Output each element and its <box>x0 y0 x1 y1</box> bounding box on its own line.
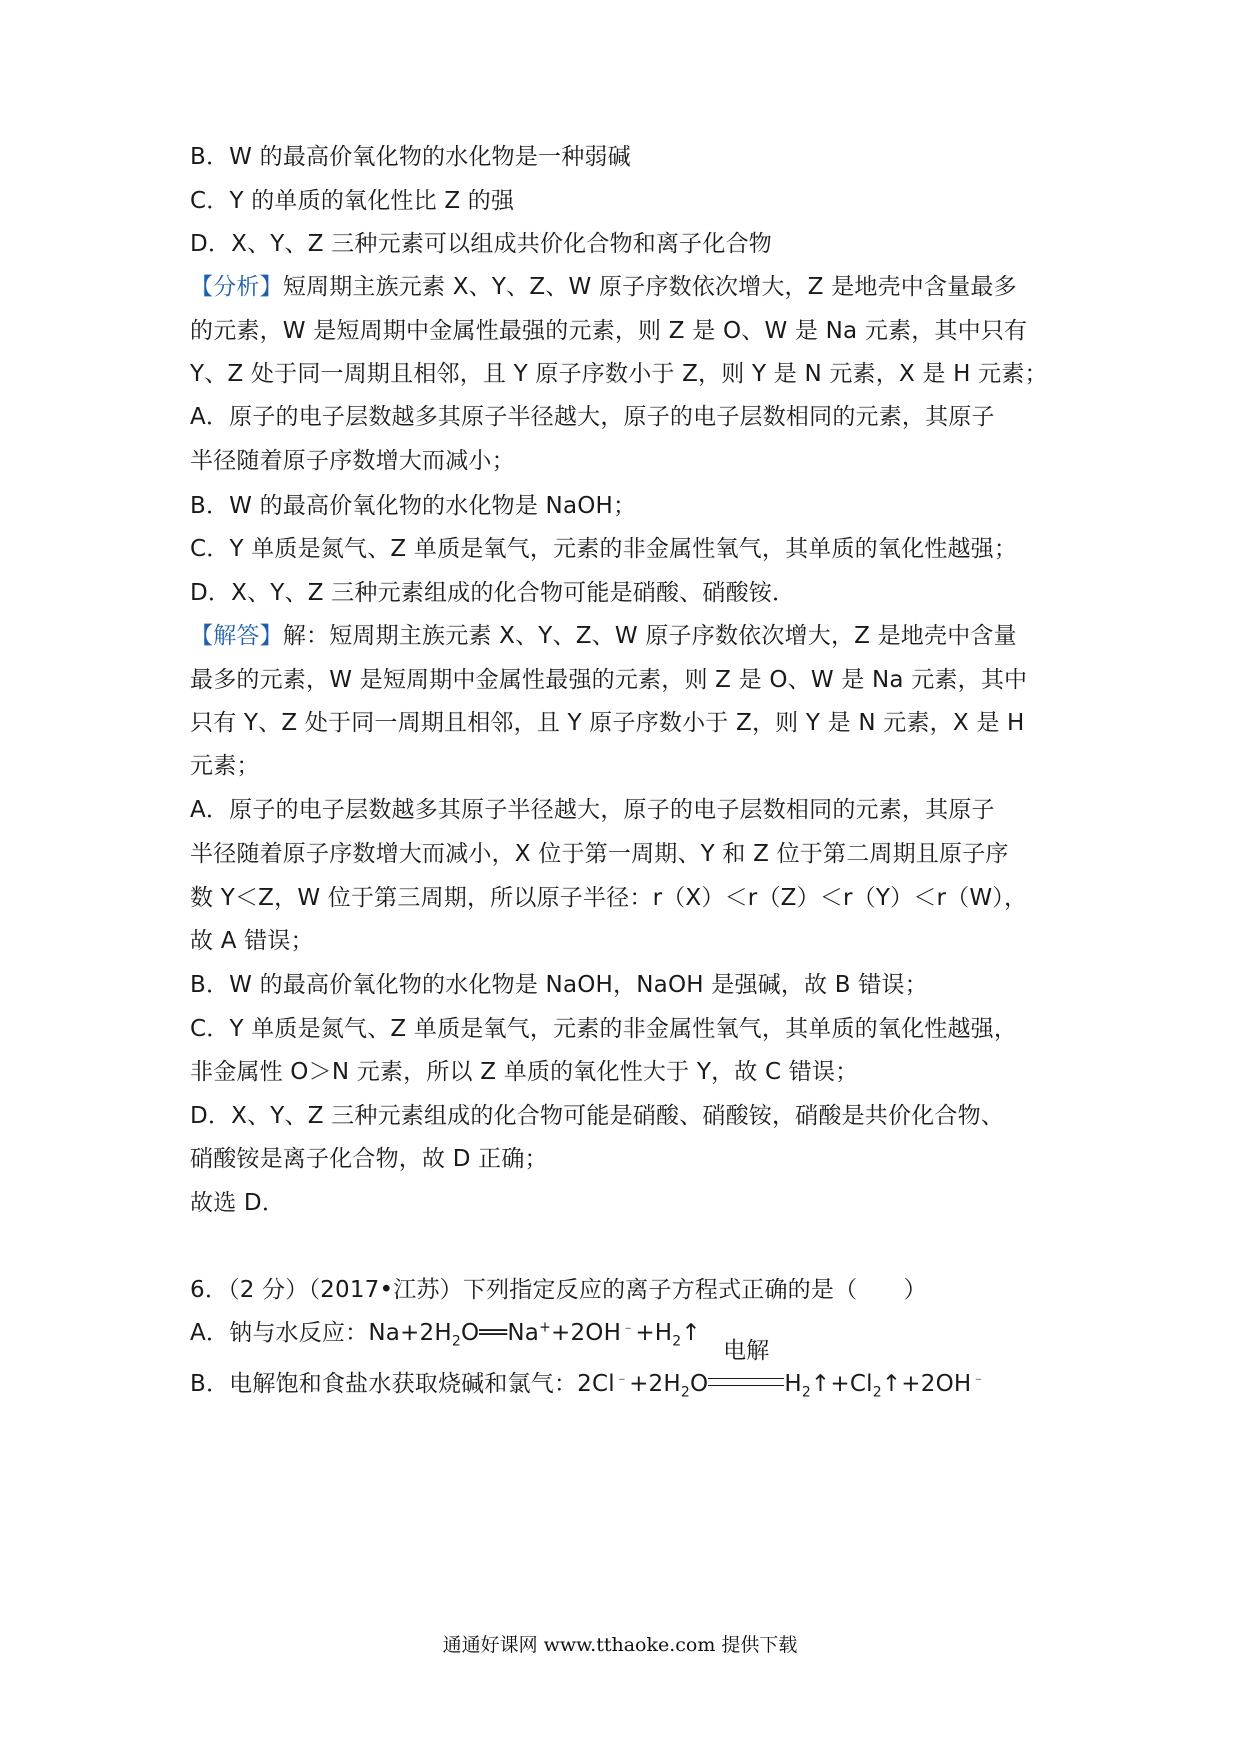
text: 数 Y＜Z，W 位于第三周期，所以原子半径：r（X）＜r（Z）＜r（Y）＜r（W）， <box>190 885 1028 911</box>
text: 只有 Y、Z 处于同一周期且相邻，且 Y 原子序数小于 Z，则 Y 是 N 元素，X 是 H <box>190 710 1025 736</box>
subscript: 2 <box>672 1333 682 1350</box>
analysis-line <box>190 272 1070 302</box>
text: D．X、Y、Z 三种元素组成的化合物可能是硝酸、硝酸铵，硝酸是共价化合物、 <box>190 1103 1004 1129</box>
text: 解：短周期主族元素 X、Y、Z、W 原子序数依次增大，Z 是地壳中含量 <box>282 623 1017 649</box>
option-d-statement <box>190 229 1070 259</box>
text: Y、Z 处于同一周期且相邻，且 Y 原子序数小于 Z，则 Y 是 N 元素，X 是 H 元素； <box>190 361 1048 387</box>
answer-line <box>190 926 1070 956</box>
text: 最多的元素，W 是短周期中金属性最强的元素，则 Z 是 O、W 是 Na 元素，其中 <box>190 667 1028 693</box>
answer-line <box>190 708 1070 738</box>
text: 短周期主族元素 X、Y、Z、W 原子序数依次增大，Z 是地壳中含量最多 <box>282 274 1017 300</box>
subscript: 2 <box>680 1384 690 1401</box>
answer-line <box>190 883 1070 913</box>
analysis-line <box>190 534 1070 564</box>
answer-line <box>190 1144 1070 1174</box>
subscript: 2 <box>801 1384 811 1401</box>
text: A．原子的电子层数越多其原子半径越大，原子的电子层数相同的元素，其原子 <box>190 797 995 823</box>
text: B．电解饱和食盐水获取烧碱和氯气：2Cl <box>190 1371 615 1397</box>
superscript: ﹣ <box>614 1370 630 1387</box>
analysis-tag: 【分析】 <box>190 274 283 300</box>
option-b-statement <box>190 142 1070 172</box>
text: C．Y 单质是氮气、Z 单质是氧气，元素的非金属性氧气，其单质的氧化性越强， <box>190 1016 1018 1042</box>
answer-line <box>190 665 1070 695</box>
text: B．W 的最高价氧化物的水化物是一种弱碱 <box>190 144 631 170</box>
answer-line <box>190 795 1070 825</box>
text: ↑ <box>681 1320 701 1346</box>
answer-tag: 【解答】 <box>190 623 283 649</box>
text: D．X、Y、Z 三种元素组成的化合物可能是硝酸、硝酸铵． <box>190 580 796 606</box>
text: 故 A 错误； <box>190 928 314 954</box>
text: C．Y 单质是氮气、Z 单质是氧气，元素的非金属性氧气，其单质的氧化性越强； <box>190 536 1018 562</box>
text: A．钠与水反应：Na+2H <box>190 1320 452 1346</box>
text: +H <box>635 1320 673 1346</box>
answer-line <box>190 1057 1070 1087</box>
superscript: ﹣ <box>971 1370 986 1387</box>
answer-line <box>190 751 1070 781</box>
text: O <box>690 1371 709 1397</box>
electrolysis-equals-sign <box>708 1338 784 1399</box>
page-footer: 通通好课网 www.tthaoke.com 提供下载 <box>442 1634 798 1656</box>
text: O══Na <box>460 1320 540 1346</box>
analysis-line <box>190 359 1070 389</box>
text: C．Y 的单质的氧化性比 Z 的强 <box>190 188 515 214</box>
text: +2OH <box>551 1320 622 1346</box>
text: 元素； <box>190 753 260 779</box>
superscript: ﹣ <box>621 1319 636 1336</box>
subscript: 2 <box>451 1333 461 1350</box>
analysis-line <box>190 446 1070 476</box>
text: 半径随着原子序数增大而减小； <box>190 448 515 474</box>
text: 非金属性 O＞N 元素，所以 Z 单质的氧化性大于 Y，故 C 错误； <box>190 1059 859 1085</box>
text: A．原子的电子层数越多其原子半径越大，原子的电子层数相同的元素，其原子 <box>190 404 995 430</box>
text: ↑+Cl <box>810 1371 873 1397</box>
reaction-condition: 电解 <box>723 1338 770 1364</box>
analysis-line <box>190 316 1070 346</box>
text: 半径随着原子序数增大而减小，X 位于第一周期、Y 和 Z 位于第二周期且原子序 <box>190 841 1009 867</box>
text: B．W 的最高价氧化物的水化物是 NaOH，NaOH 是强碱，故 B 错误； <box>190 972 928 998</box>
subscript: 2 <box>872 1384 882 1401</box>
text: 硝酸铵是离子化合物，故 D 正确； <box>190 1146 548 1172</box>
text: +2H <box>629 1371 681 1397</box>
analysis-line <box>190 491 1070 521</box>
answer-line <box>190 1101 1070 1131</box>
question-6-stem <box>190 1275 1070 1305</box>
text: B．W 的最高价氧化物的水化物是 NaOH； <box>190 493 637 519</box>
text: 的元素，W 是短周期中金属性最强的元素，则 Z 是 O、W 是 Na 元素，其中只有 <box>190 318 1028 344</box>
answer-line <box>190 839 1070 869</box>
text: 6．（2 分）（2017•江苏）下列指定反应的离子方程式正确的是（ ） <box>190 1277 927 1303</box>
superscript: + <box>539 1319 551 1336</box>
analysis-line <box>190 578 1070 608</box>
analysis-line <box>190 402 1070 432</box>
question-6-option-b <box>190 1338 1070 1401</box>
text: D．X、Y、Z 三种元素可以组成共价化合物和离子化合物 <box>190 231 772 257</box>
text: 故选 D． <box>190 1190 286 1216</box>
question-6-option-a <box>190 1318 1070 1348</box>
answer-line <box>190 1014 1070 1044</box>
answer-line <box>190 970 1070 1000</box>
answer-line <box>190 1188 1070 1218</box>
text: H <box>784 1371 802 1397</box>
double-bar <box>708 1378 784 1386</box>
answer-line <box>190 621 1070 651</box>
text: ↑+2OH <box>881 1371 972 1397</box>
option-c-statement <box>190 186 1070 216</box>
